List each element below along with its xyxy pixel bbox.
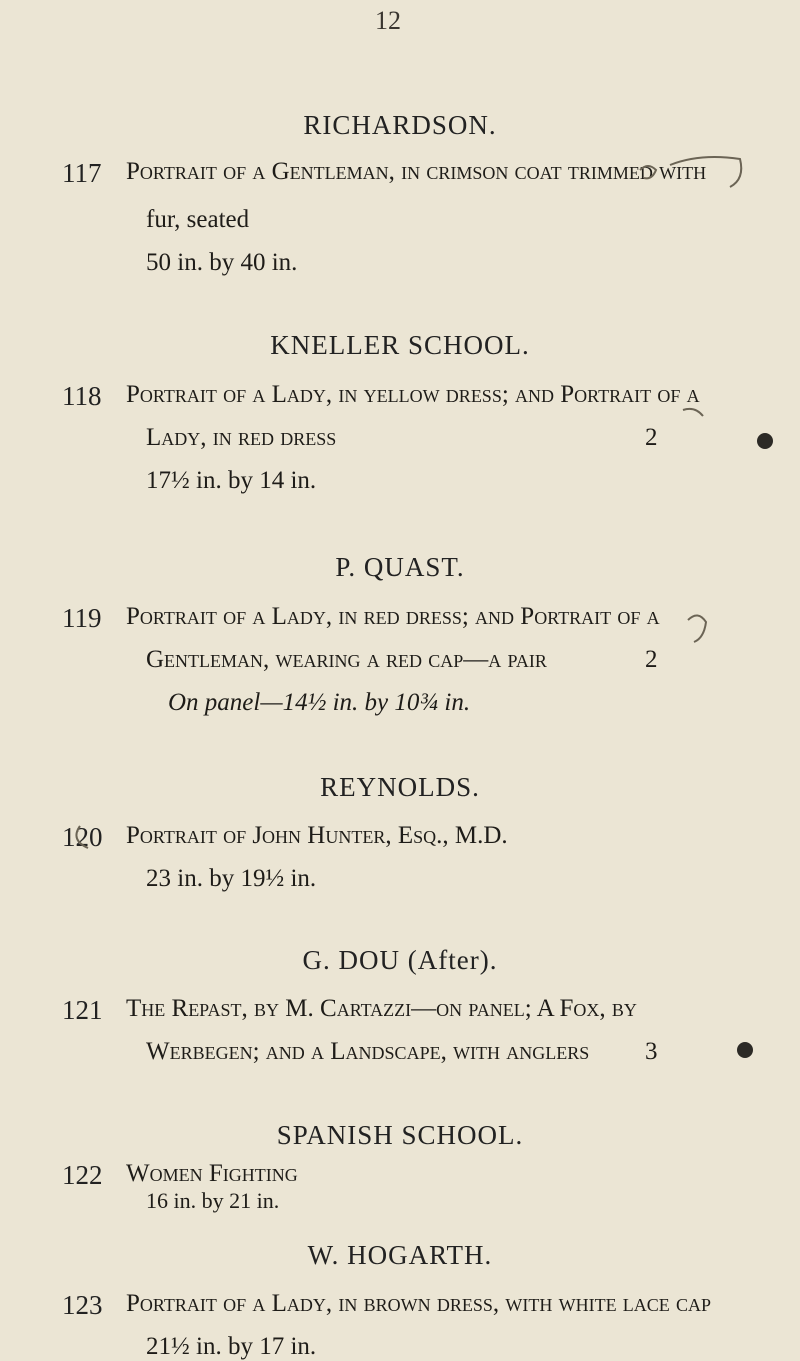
- lot-123-title: Portrait of a Lady, in brown dress, with white lace cap: [126, 1290, 712, 1317]
- lot-122-title: Women Fighting: [126, 1160, 298, 1187]
- lot-number-123: 123: [62, 1290, 103, 1320]
- section-heading-w-hogarth: W. HOGARTH.: [307, 1240, 493, 1270]
- pencil-bracket-120: [76, 826, 88, 848]
- lot-number-119: 119: [62, 603, 102, 633]
- lot-118-title: Portrait of a Lady, in yellow dress; and Portrait of a: [126, 381, 700, 408]
- lot-121-subtitle: Werbegen; and a Landscape, with anglers: [146, 1038, 590, 1065]
- section-heading-kneller-school: KNELLER SCHOOL.: [270, 330, 530, 360]
- section-heading-p-quast: P. QUAST.: [335, 552, 465, 582]
- lot-number-117: 117: [62, 158, 102, 188]
- pencil-mark-119: [688, 615, 706, 642]
- ink-dot-118: [757, 433, 773, 449]
- section-heading-richardson: RICHARDSON.: [303, 110, 497, 140]
- lot-117-subtitle: fur, seated: [146, 206, 250, 233]
- lot-119-title: Portrait of a Lady, in red dress; and Portrait of a: [126, 603, 660, 630]
- lot-119-subtitle: Gentleman, wearing a red cap—a pair: [146, 646, 547, 673]
- pencil-mark-117b: [670, 157, 741, 187]
- lot-117-title: Portrait of a Gentleman, in crimson coat trimmed with: [126, 158, 707, 185]
- lot-119-dimensions: On panel—14½ in. by 10¾ in.: [168, 689, 471, 716]
- lot-118-quantity: 2: [645, 424, 658, 451]
- lot-122-dimensions: 16 in. by 21 in.: [146, 1188, 280, 1213]
- lot-118-subtitle: Lady, in red dress: [146, 424, 337, 451]
- pencil-mark-117a: [640, 166, 656, 178]
- ink-dot-121: [737, 1042, 753, 1058]
- lot-118-dimensions: 17½ in. by 14 in.: [146, 467, 317, 494]
- lot-117-dimensions: 50 in. by 40 in.: [146, 249, 298, 276]
- lot-number-118: 118: [62, 381, 102, 411]
- lot-120-dimensions: 23 in. by 19½ in.: [146, 865, 317, 892]
- page-number: 12: [375, 6, 401, 35]
- lot-121-quantity: 3: [645, 1038, 658, 1065]
- lot-120-title: Portrait of John Hunter, Esq., M.D.: [126, 822, 508, 849]
- lot-number-120: 120: [62, 822, 103, 852]
- pencil-mark-118: [683, 409, 703, 416]
- lot-119-quantity: 2: [645, 646, 658, 673]
- lot-number-122: 122: [62, 1160, 103, 1190]
- section-heading-spanish-school: SPANISH SCHOOL.: [276, 1120, 524, 1150]
- lot-123-dimensions: 21½ in. by 17 in.: [146, 1333, 317, 1360]
- section-heading-reynolds: REYNOLDS.: [320, 772, 480, 802]
- section-heading-g-dou: G. DOU (After).: [302, 945, 498, 975]
- lot-number-121: 121: [62, 995, 103, 1025]
- lot-121-title: The Repast, by M. Cartazzi—on panel; A Fox, by: [126, 995, 637, 1022]
